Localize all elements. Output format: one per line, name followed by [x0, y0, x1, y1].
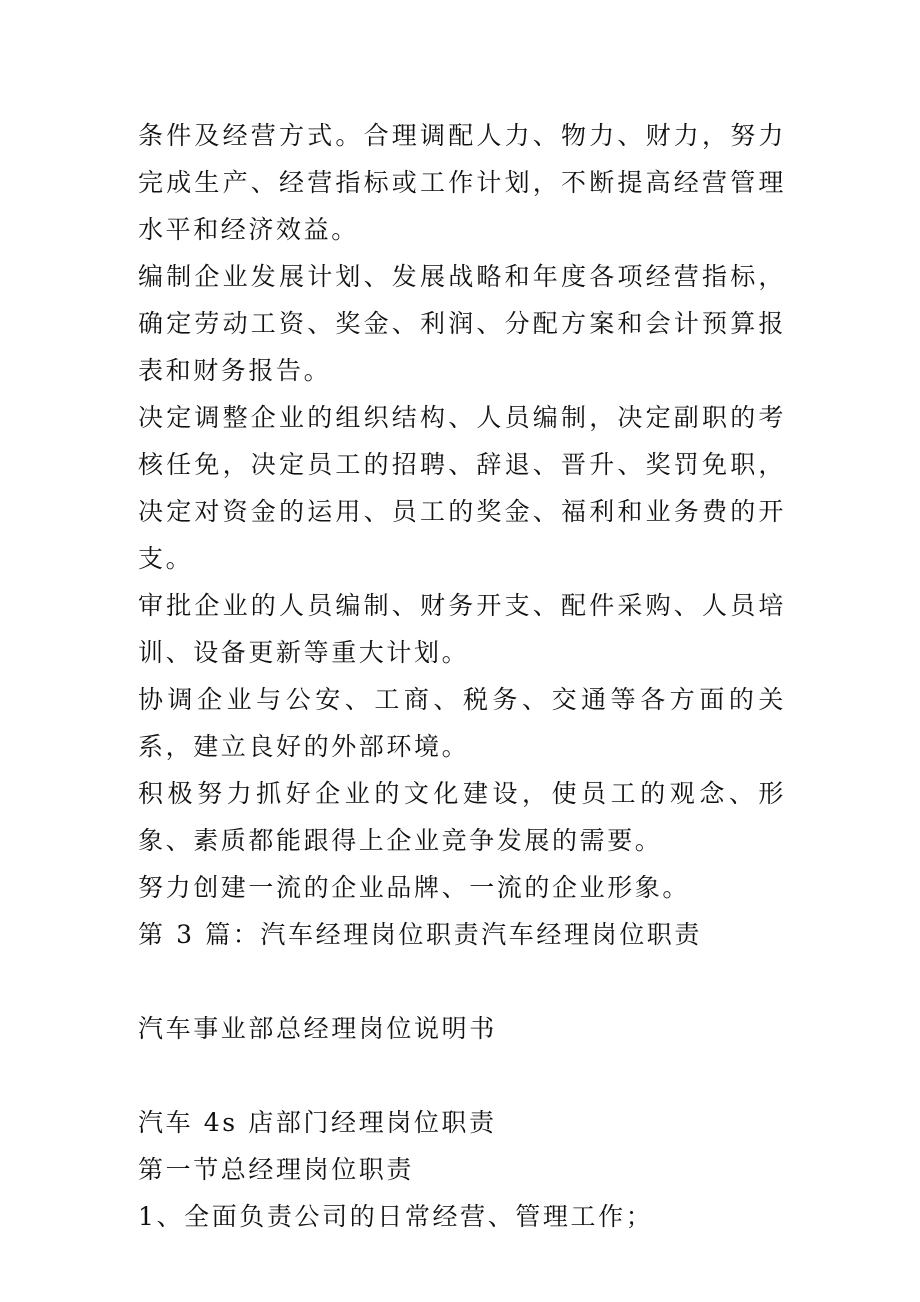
paragraph-approval: 审批企业的人员编制、财务开支、配件采购、人员培训、设备更新等重大计划。	[138, 591, 786, 667]
paragraph-development-plan: 编制企业发展计划、发展战略和年度各项经营指标，确定劳动工资、奖金、利润、分配方案和会计预算报表和财务报告。	[138, 262, 786, 385]
subsection-title: 第一节总经理岗位职责	[138, 1155, 415, 1184]
blank-line	[138, 1052, 786, 1099]
section-title-4s-manager: 汽车 4s 店部门经理岗位职责	[138, 1108, 497, 1137]
section-title-division-manager: 汽车事业部总经理岗位说明书	[138, 1014, 497, 1043]
paragraph-brand: 努力创建一流的企业品牌、一流的企业形象。	[138, 873, 691, 902]
paragraph-business-conditions: 条件及经营方式。合理调配人力、物力、财力，努力完成生产、经营指标或工作计划，不断提高经营管理水平和经济效益。	[138, 121, 786, 244]
chapter-heading: 第 3 篇：汽车经理岗位职责汽车经理岗位职责	[138, 920, 703, 949]
paragraph-culture: 积极努力抓好企业的文化建设，使员工的观念、形象、素质都能跟得上企业竞争发展的需要。	[138, 779, 786, 855]
document-body	[138, 112, 786, 1240]
paragraph-coordination: 协调企业与公安、工商、税务、交通等各方面的关系，建立良好的外部环境。	[138, 685, 786, 761]
list-item: 1、全面负责公司的日常经营、管理工作；	[138, 1202, 654, 1231]
blank-line	[138, 958, 786, 1005]
paragraph-organization-structure: 决定调整企业的组织结构、人员编制，决定副职的考核任免，决定员工的招聘、辞退、晋升、奖罚免职，决定对资金的运用、员工的奖金、福利和业务费的开支。	[138, 403, 786, 573]
